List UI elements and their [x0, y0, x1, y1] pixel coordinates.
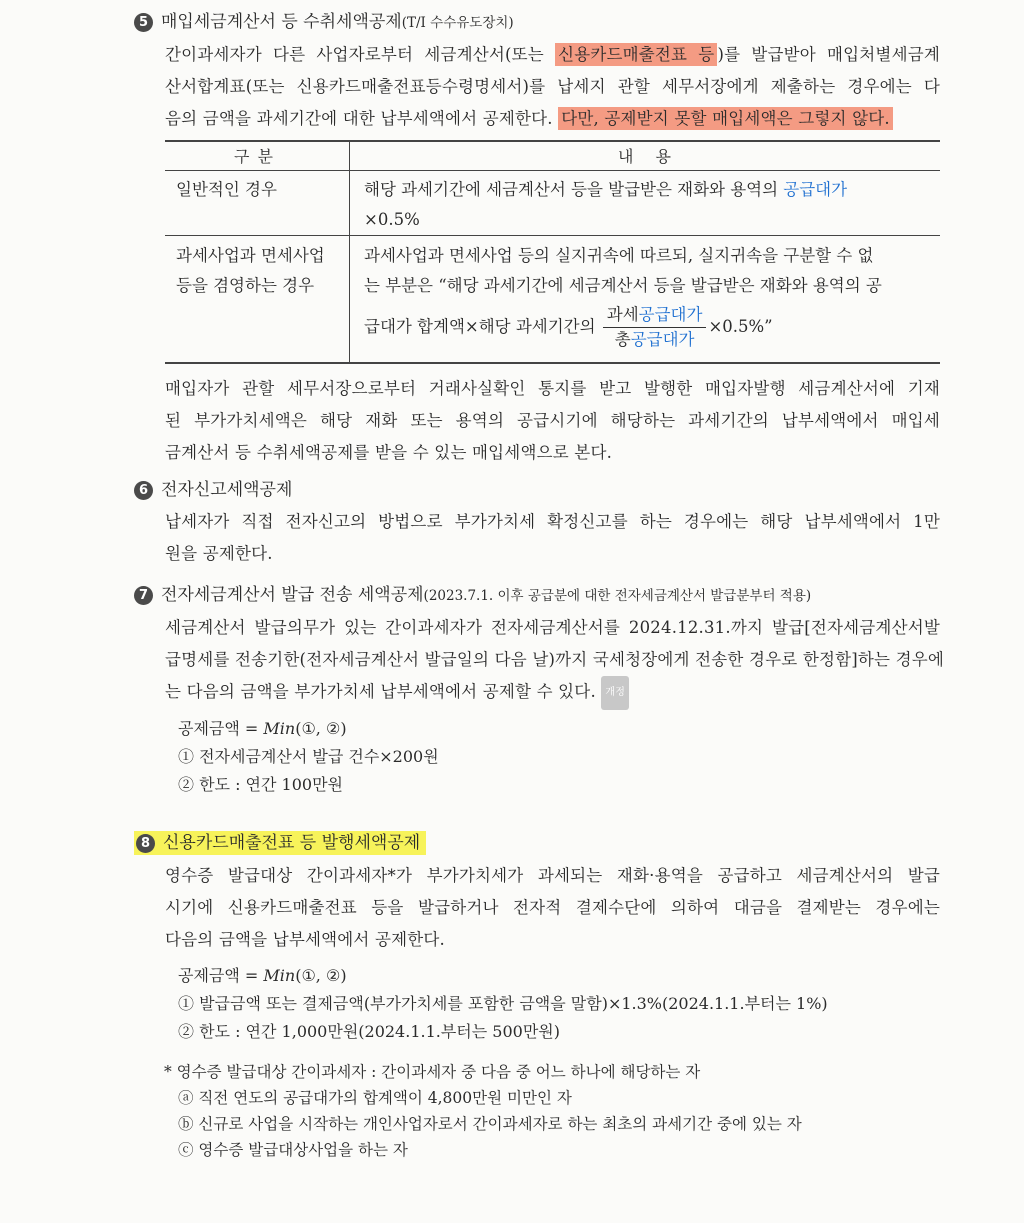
- fraction-numerator: 과세: [606, 305, 639, 324]
- footnote-item-b: ⓑ 신규로 사업을 시작하는 개인사업자로서 간이과세자로 하는 최초의 과세기간 중에 있는 자: [178, 1115, 802, 1133]
- text-line: 영수증 발급대상 간이과세자*가 부가가치세가 과세되는 재화·용역을 공급하고 세금계산서의 발급: [165, 866, 940, 885]
- table-bottom-border: [165, 362, 940, 364]
- text-line: 된 부가가치세액은 해당 재화 또는 용역의 공급시기에 해당하는 과세기간의 납부세액에서 매입세: [165, 411, 940, 430]
- text-line: 원을 공제한다.: [165, 544, 273, 563]
- footnote-item-c: ⓒ 영수증 발급대상사업을 하는 자: [178, 1141, 408, 1159]
- section-5-paragraph-1: [165, 39, 940, 135]
- fraction-denominator: 총: [614, 330, 631, 349]
- fraction: [603, 303, 707, 352]
- text-line: 급대가 합계액×해당 과세기간의: [364, 317, 596, 336]
- formula-function: Min: [263, 719, 296, 738]
- highlight-blue: 공급대가: [638, 305, 703, 324]
- section-7-heading: [134, 583, 811, 608]
- highlight-blue: 공급대가: [630, 330, 695, 349]
- section-7-subtitle: (2023.7.1. 이후 공급분에 대한 전자세금계산서 발급분부터 적용): [423, 588, 812, 604]
- table-cell-content: [364, 241, 929, 352]
- text-line: 과세사업과 면세사업: [176, 246, 325, 265]
- text-line: ×0.5%”: [708, 317, 773, 336]
- text-line: 금계산서 등 수취세액공제를 받을 수 있는 매입세액으로 본다.: [165, 443, 613, 462]
- section-8-footnote: [164, 1059, 802, 1163]
- section-5-title: 매입세금계산서 등 수취세액공제: [161, 12, 402, 32]
- table-header-divider: [165, 170, 940, 171]
- table-cell-label: 일반적인 경우: [176, 180, 277, 199]
- formula-item-1: ① 발급금액 또는 결제금액(부가가치세를 포함한 금액을 말함)×1.3%(2024.1.1.부터는 1%): [178, 994, 828, 1013]
- text-line: 해당 과세기간에 세금계산서 등을 발급받은 재화와 용역의: [364, 180, 784, 199]
- highlight-red: 다만, 공제받지 못할 매입세액은 그렇지 않다.: [558, 107, 893, 130]
- text-line: 산서합계표(또는 신용카드매출전표등수령명세서)를 납세지 관할 세무서장에게 제출하는 경우에는 다: [165, 77, 940, 96]
- table-cell-label: [176, 241, 325, 301]
- formula-item-2: ② 한도 : 연간 100만원: [178, 775, 344, 794]
- section-8-paragraph: [165, 860, 940, 956]
- table-header-content: 내용: [618, 147, 693, 166]
- text-line: 급명세를 전송기한(전자세금계산서 발급일의 다음 날)까지 국세청장에게 전송한 경우로 한정함]하는 경우에: [165, 650, 945, 669]
- revised-badge: 개정: [601, 676, 629, 710]
- table-top-border: [165, 140, 940, 142]
- section-number-8: 8: [136, 834, 155, 853]
- formula-item-1: ① 전자세금계산서 발급 건수×200원: [178, 747, 439, 766]
- formula-args: (①, ②): [295, 719, 347, 738]
- section-8-heading: [134, 831, 426, 855]
- formula-label: 공제금액 =: [178, 966, 264, 985]
- text-line: 매입자가 관할 세무서장으로부터 거래사실확인 통지를 받고 발행한 매입자발행 세금계산서에 기재: [165, 379, 940, 398]
- text-line: 등을 겸영하는 경우: [176, 276, 315, 295]
- text-line: 세금계산서 발급의무가 있는 간이과세자가 전자세금계산서를 2024.12.31.까지 발급[전자세금계산서발: [165, 618, 940, 637]
- footnote-item-a: ⓐ 직전 연도의 공급대가의 합계액이 4,800만원 미만인 자: [178, 1089, 572, 1107]
- section-number-6: 6: [134, 481, 153, 500]
- highlight-red: 신용카드매출전표 등: [555, 43, 717, 66]
- text-line: 납세자가 직접 전자신고의 방법으로 부가가치세 확정신고를 하는 경우에는 해당 납부세액에서 1만: [165, 512, 940, 531]
- text-line: 는 다음의 금액을 부가가치세 납부세액에서 공제할 수 있다.: [165, 682, 596, 701]
- text-line: 과세사업과 면세사업 등의 실지귀속에 따르되, 실지귀속을 구분할 수 없: [364, 246, 874, 265]
- section-5-paragraph-2: [165, 373, 940, 469]
- section-6-paragraph: [165, 506, 940, 570]
- text-line: 시기에 신용카드매출전표 등을 발급하거나 전자적 결제수단에 의하여 대금을 결제받는 경우에는: [165, 898, 940, 917]
- text-line: 는 부분은 “해당 과세기간에 세금계산서 등을 발급받은 재화와 용역의 공: [364, 276, 882, 295]
- section-number-7: 7: [134, 586, 153, 605]
- section-8-formula: [178, 962, 828, 1046]
- section-7-title: 전자세금계산서 발급 전송 세액공제: [161, 585, 424, 605]
- highlight-yellow: [134, 831, 426, 855]
- section-7-formula: [178, 715, 439, 799]
- formula-args: (①, ②): [295, 966, 347, 985]
- table-row-divider: [165, 235, 940, 236]
- table-cell-content: [364, 175, 929, 235]
- highlight-blue: 공급대가: [783, 180, 848, 199]
- section-5-heading: [134, 10, 514, 35]
- text-line: 다음의 금액을 납부세액에서 공제한다.: [165, 930, 446, 949]
- section-5-subtitle: (T/I 수수유도장치): [401, 15, 514, 31]
- formula-function: Min: [263, 966, 296, 985]
- section-6-title: 전자신고세액공제: [161, 480, 293, 500]
- text-line: )를 발급받아 매입처별세금계: [717, 45, 940, 64]
- table-header-category: 구분: [234, 147, 281, 166]
- section-8-title: 신용카드매출전표 등 발행세액공제: [163, 833, 421, 853]
- text-line: ×0.5%: [364, 210, 420, 229]
- formula-label: 공제금액 =: [178, 719, 264, 738]
- text-line: 간이과세자가 다른 사업자로부터 세금계산서(또는: [165, 45, 556, 64]
- table-column-divider: [349, 140, 350, 364]
- section-7-paragraph: [165, 612, 945, 710]
- section-number-5: 5: [134, 13, 153, 32]
- footnote-line: * 영수증 발급대상 간이과세자 : 간이과세자 중 다음 중 어느 하나에 해당하는 자: [164, 1063, 701, 1081]
- text-line: 음의 금액을 과세기간에 대한 납부세액에서 공제한다.: [165, 109, 559, 128]
- section-6-heading: [134, 478, 292, 502]
- formula-item-2: ② 한도 : 연간 1,000만원(2024.1.1.부터는 500만원): [178, 1022, 561, 1041]
